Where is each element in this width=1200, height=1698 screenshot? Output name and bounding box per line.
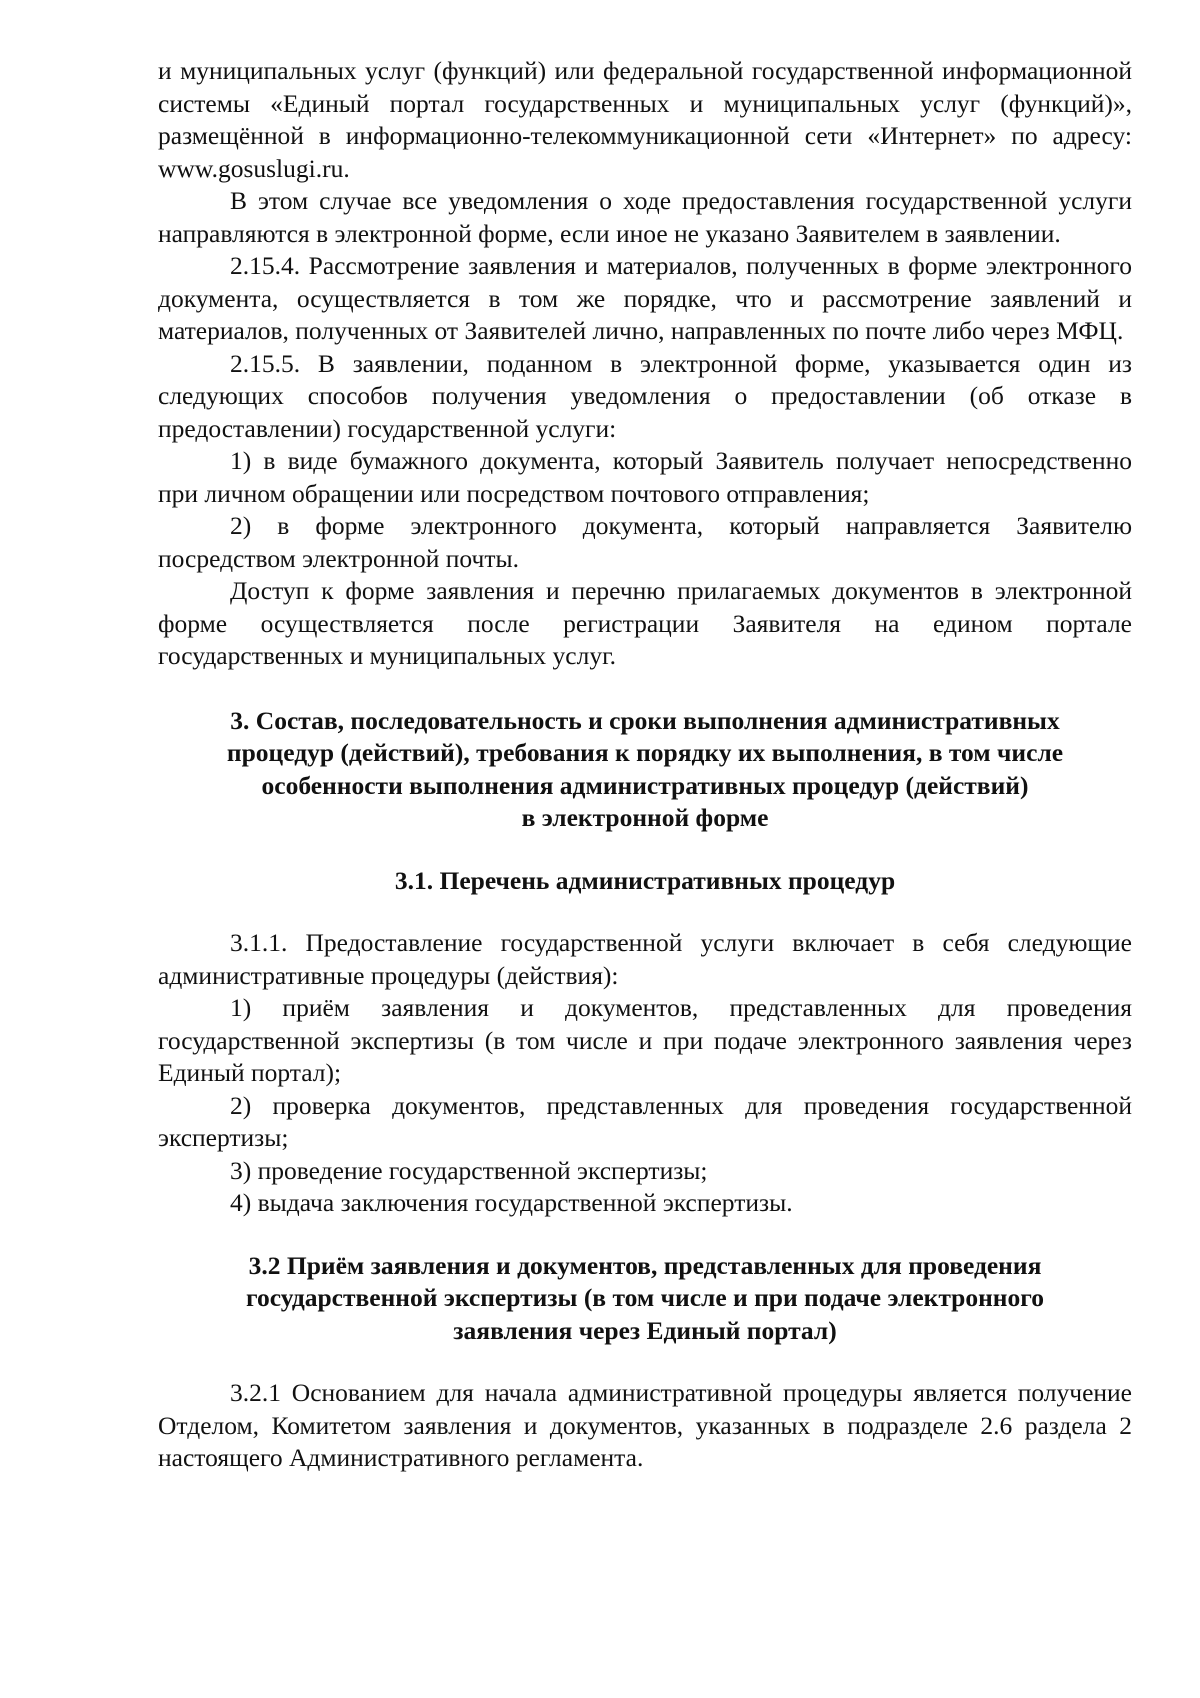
- section-3-1-heading: 3.1. Перечень административных процедур: [394, 865, 896, 895]
- spacer: [158, 835, 1132, 865]
- spacer: [158, 673, 1132, 705]
- heading-line: заявления через Единый портал): [453, 1315, 837, 1345]
- paragraph: 2.15.4. Рассмотрение заявления и материалов, полученных в форме электронного документа, осуществляется в том же порядке, что и рассмотрение заявлений и материалов, полученных от Заявителей лично, направленных по почте либо через МФЦ.: [158, 251, 1132, 345]
- list-item: 1) в виде бумажного документа, который Заявитель получает непосредственно при личном обращении или посредством почтового отправления;: [158, 446, 1132, 508]
- document-body: [158, 55, 1132, 1475]
- paragraph: Доступ к форме заявления и перечню прилагаемых документов в электронной форме осуществляется после регистрации Заявителя на едином портале государственных и муниципальных услуг.: [158, 576, 1132, 670]
- list-item: 3) проведение государственной экспертизы;: [230, 1155, 708, 1185]
- list-item: 4) выдача заключения государственной экспертизы.: [230, 1188, 793, 1217]
- list-item: 2) в форме электронного документа, который направляется Заявителю посредством электронной почты.: [158, 511, 1132, 573]
- heading-line: особенности выполнения административных процедур (действий): [261, 770, 1029, 800]
- heading-line: 3. Состав, последовательность и сроки выполнения административных: [230, 705, 1060, 735]
- spacer: [158, 1220, 1132, 1250]
- paragraph: и муниципальных услуг (функций) или федеральной государственной информационной системы «Единый портал государственных и муниципальных услуг (функций)», размещённой в информационно-телекоммуникационной сети «Интернет» по адресу: www.gosuslugi.ru.: [158, 56, 1132, 183]
- heading-line: в электронной форме: [521, 803, 769, 832]
- list-item: 1) приём заявления и документов, представленных для проведения государственной экспертизы (в том числе и при подаче электронного заявления через Единый портал);: [158, 993, 1132, 1087]
- paragraph: 3.2.1 Основанием для начала административной процедуры является получение Отделом, Комитетом заявления и документов, указанных в подразделе 2.6 раздела 2 настоящего Административного регламента.: [158, 1378, 1132, 1472]
- section-3-2-heading: [158, 1250, 1132, 1348]
- spacer: [158, 897, 1132, 927]
- section-3-heading: [158, 705, 1132, 835]
- heading-line: 3.2 Приём заявления и документов, представленных для проведения: [248, 1250, 1042, 1280]
- heading-line: государственной экспертизы (в том числе и при подаче электронного: [246, 1283, 1044, 1312]
- paragraph: В этом случае все уведомления о ходе предоставления государственной услуги направляются в электронной форме, если иное не указано Заявителем в заявлении.: [158, 186, 1132, 248]
- spacer: [158, 1347, 1132, 1377]
- paragraph: 3.1.1. Предоставление государственной услуги включает в себя следующие административные процедуры (действия):: [158, 928, 1132, 990]
- paragraph: 2.15.5. В заявлении, поданном в электронной форме, указывается один из следующих способов получения уведомления о предоставлении (об отказе в предоставлении) государственной услуги:: [158, 348, 1132, 443]
- heading-line: процедур (действий), требования к порядку их выполнения, в том числе: [226, 738, 1064, 767]
- list-item: 2) проверка документов, представленных для проведения государственной экспертизы;: [158, 1090, 1132, 1152]
